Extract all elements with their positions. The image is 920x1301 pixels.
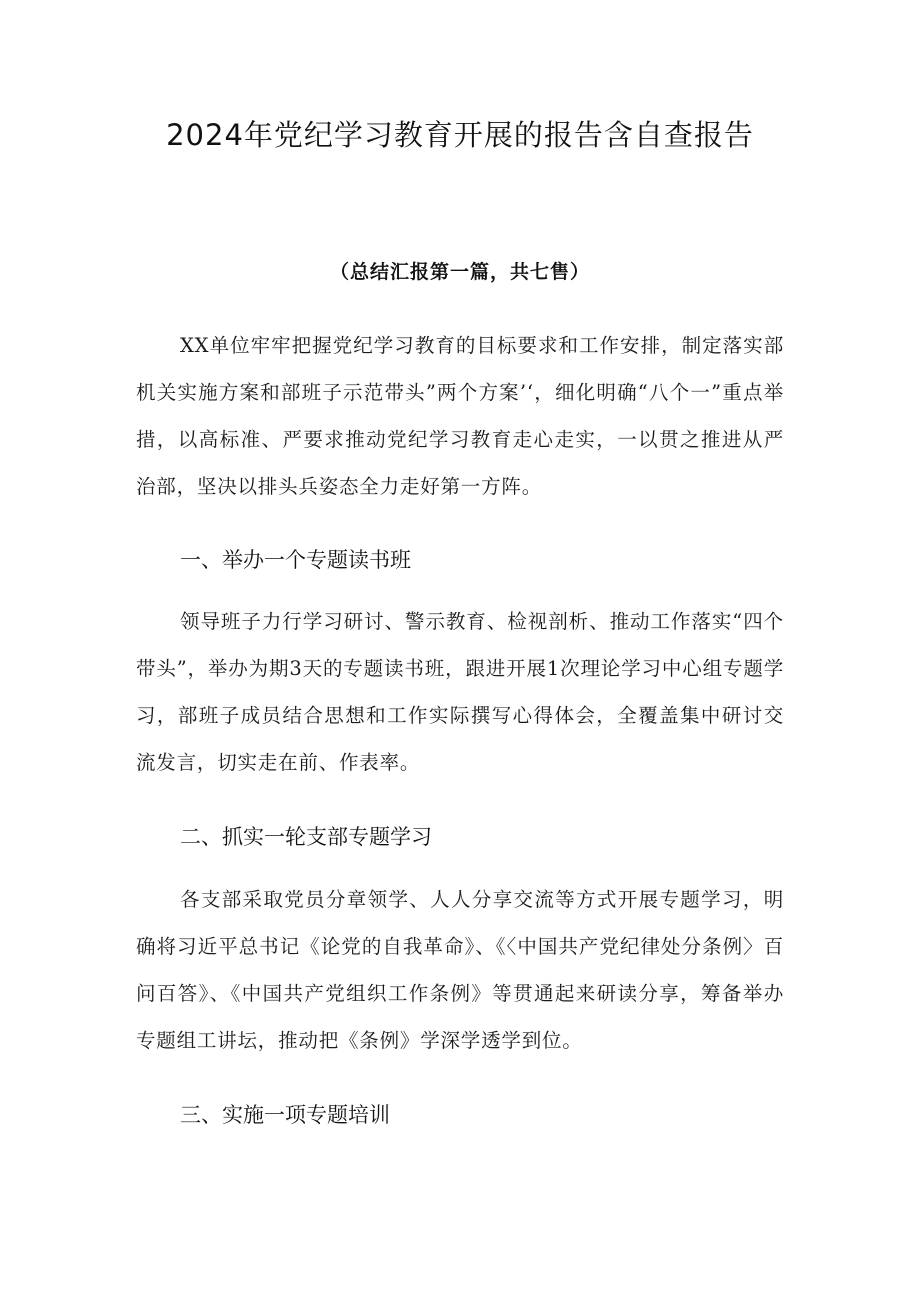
section-heading-3: 三、实施一项专题培训	[180, 1103, 390, 1127]
document-title: 2024年党纪学习教育开展的报告含自查报告	[166, 118, 754, 152]
section-heading-1: 一、举办一个专题读书班	[180, 548, 411, 572]
intro-paragraph: XX单位牢牢把握党纪学习教育的目标要求和工作安排，制定落实部机关实施方案和部班子示范带头”两个方案’‘，细化明确“八个一”重点举措，以高标准、严要求推动党纪学习教育走心走实，一以贯之推进从严治部，坚决以排头兵姿态全力走好第一方阵。	[136, 334, 784, 498]
document-subtitle: （总结汇报第一篇，共七售）	[329, 261, 590, 283]
section-1-paragraph: 领导班子力行学习研讨、警示教育、检视剖析、推动工作落实“四个带头”，举办为期3天的专题读书班，跟进开展1次理论学习中心组专题学习，部班子成员结合思想和工作实际撰写心得体会，全覆盖集中研讨交流发言，切实走在前、作表率。	[136, 610, 784, 774]
section-2-paragraph: 各支部采取党员分章领学、人人分享交流等方式开展专题学习，明确将习近平总书记《论党的自我革命》、《〈中国共产党纪律处分条例〉百问百答》、《中国共产党组织工作条例》等贯通起来研读分享，筹备举办专题组工讲坛，推动把《条例》学深学透学到位。	[136, 888, 784, 1052]
section-heading-2: 二、抓实一轮支部专题学习	[180, 825, 432, 849]
